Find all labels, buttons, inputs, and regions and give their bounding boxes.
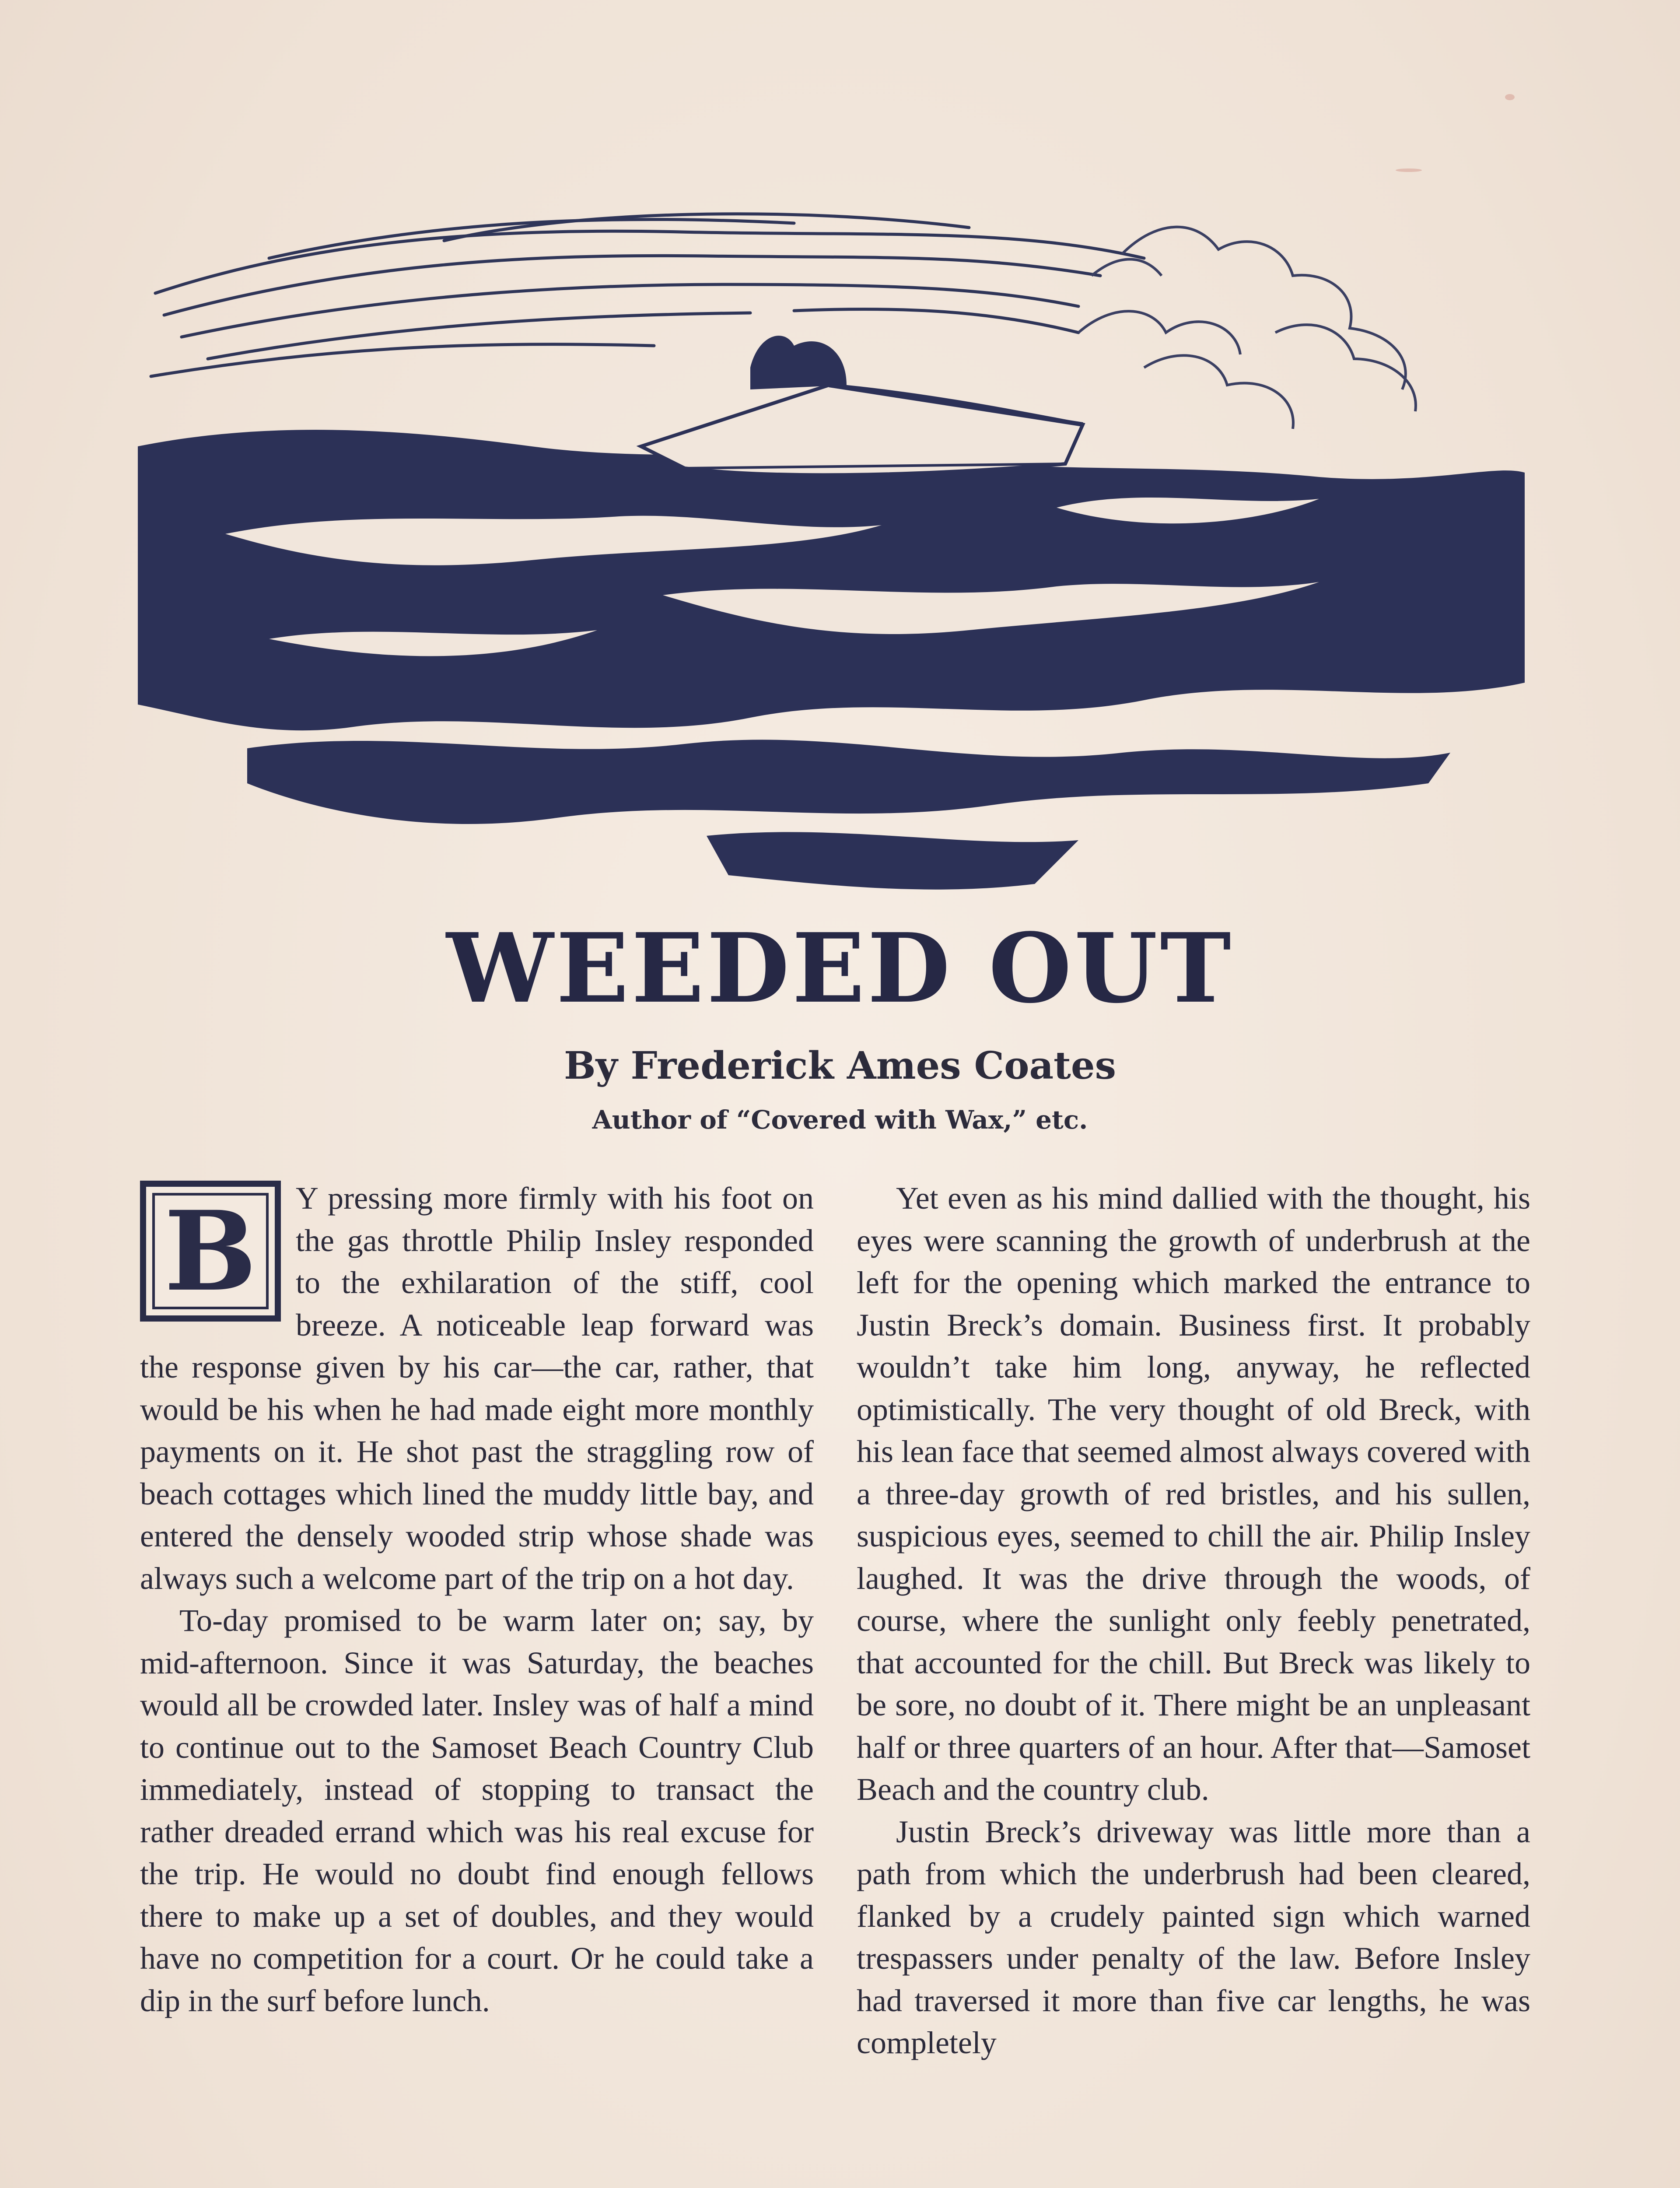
boat [641,336,1083,475]
spray-strokes [1078,227,1416,429]
paragraph-2: To-day promised to be warm later on; say, by mid-afternoon. Since it was Saturday, the beaches would all be crowded later. Insley was of half a mind to continue out to the Samoset Beach Country Club immediately, instead of stopping to transact the rather dreaded errand which was his real excuse for the trip. He would no doubt find enough fellows there to make up a set of doubles, and they would have no competition for a court. Or he could take a dip in the surf before lunch. [140,1603,814,2018]
right-column [857,1177,1530,2064]
author-credit: Author of “Covered with Wax,” etc. [592,1105,1088,1135]
left-column [140,1177,814,2022]
article-title: WEEDED OUT [446,912,1234,1024]
paragraph-1: Y pressing more firmly with his foot on the gas throttle Philip Insley responded to the exhilaration of the stiff, cool breeze. A noticeable leap forward was the response given by his car—the car, rather, that would be his when he had made eight more monthly payments on it. He shot past the straggling row of beach cottages which lined the muddy little bay, and entered the densely wooded strip whose shade was always such a welcome part of the trip on a hot day. [140,1181,814,1596]
paragraph-4: Justin Breck’s driveway was little more than a path from which the underbrush had been cleared, flanked by a crudely painted sign which warned trespassers under penalty of the law. Before Insley had traversed it more than five car lengths, he was completely [857,1814,1530,2060]
paper-stain [1505,94,1515,100]
article-byline: By Frederick Ames Coates [564,1044,1116,1088]
sea-boat-illustration [138,201,1525,901]
paper-stain [1396,168,1422,172]
waves [138,430,1525,890]
sky-strokes [151,214,1144,376]
paragraph-3: Yet even as his mind dallied with the thought, his eyes were scanning the growth of underbrush at the left for the opening which marked the entrance to Justin Breck’s domain. Business first. It probably wouldn’t take him long, anyway, he reflected optimistically. The very thought of old Breck, with his lean face that seemed almost always covered with a three-day growth of red bristles, and his sullen, suspicious eyes, seemed to chill the air. Philip Insley laughed. It was the drive through the woods, of course, where the sunlight only feebly penetrated, that accounted for the chill. But Breck was likely to be sore, no doubt of it. There might be an unpleasant half or three quarters of an hour. After that—Samoset Beach and the country club. [857,1181,1530,1807]
drop-cap: B [140,1181,281,1322]
